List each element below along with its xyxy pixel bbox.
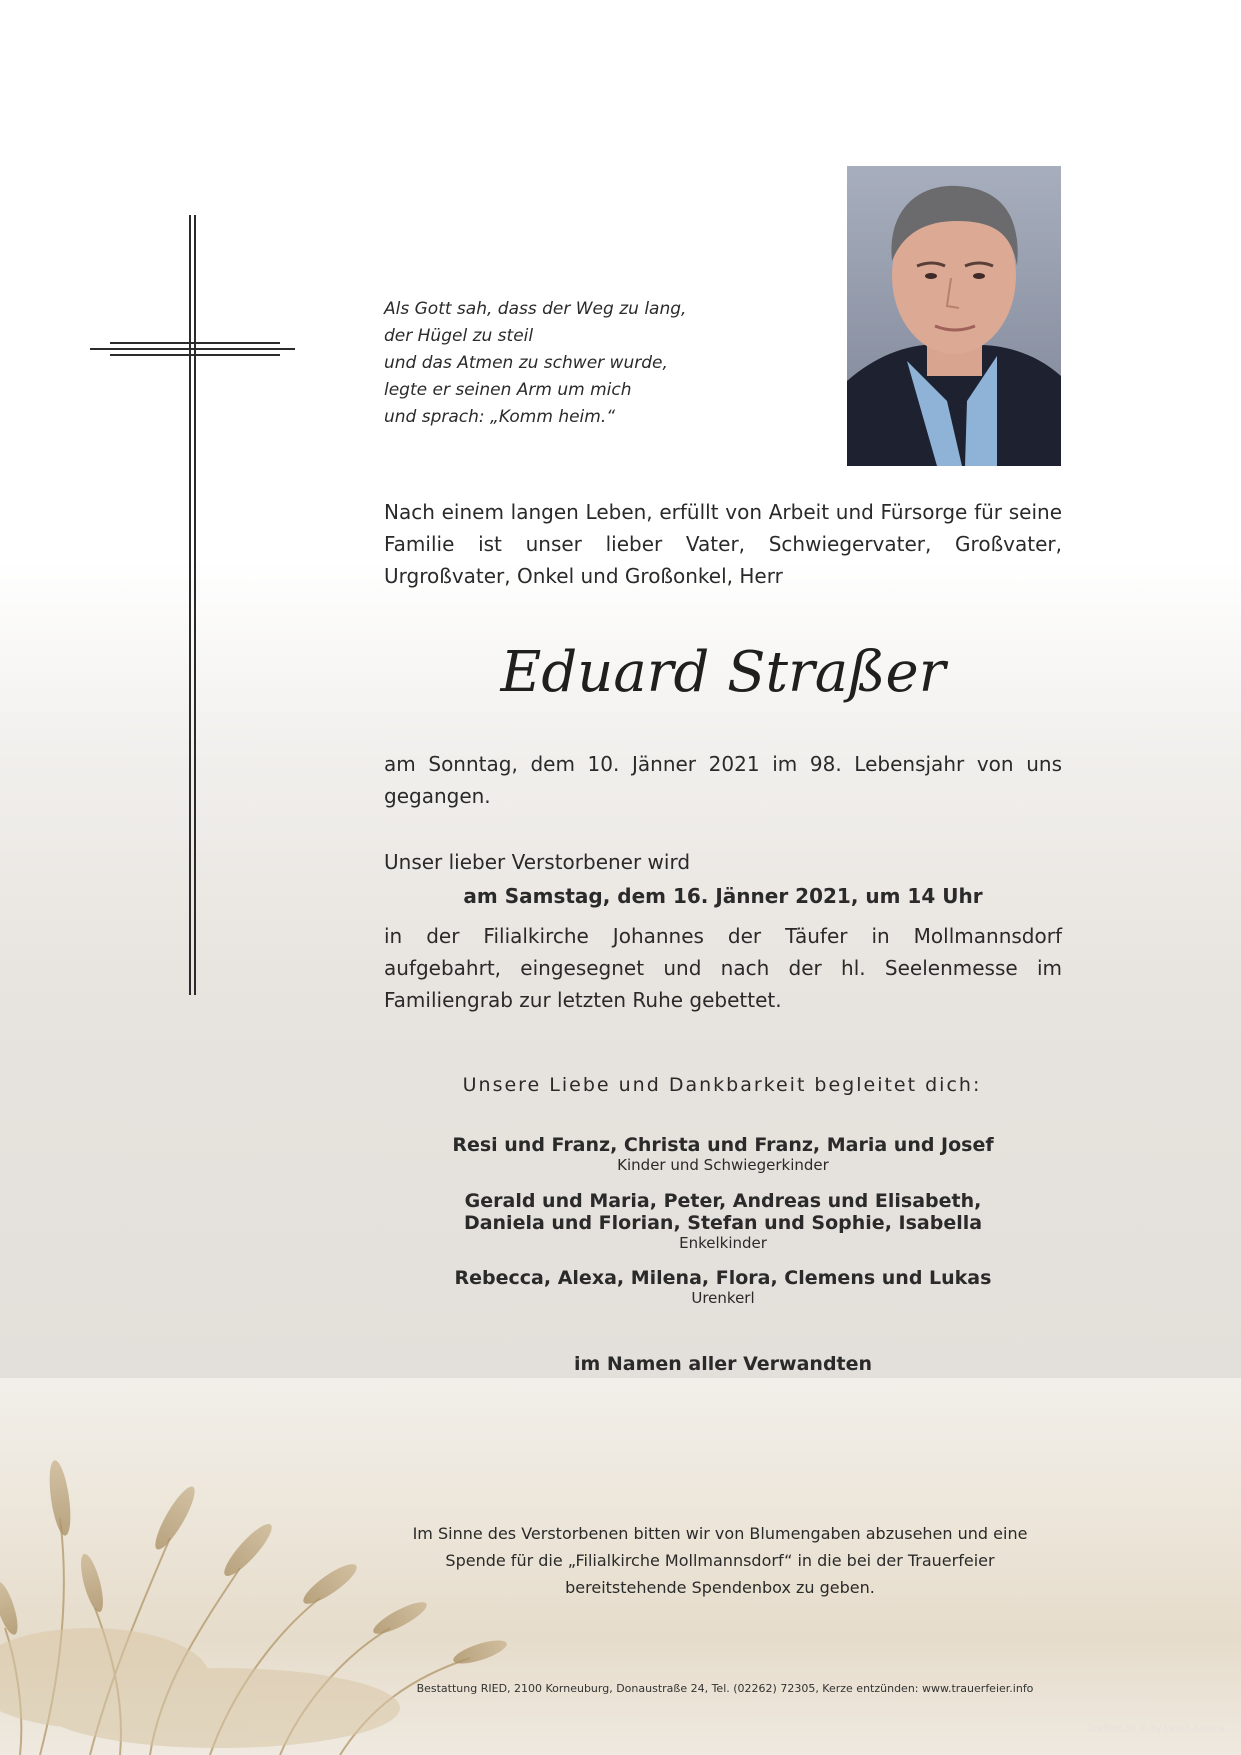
funeral-intro: Unser lieber Verstorbener wird [384, 850, 691, 874]
mourners-heading: Unsere Liebe und Dankbarkeit begleitet dich: [462, 1074, 982, 1096]
poem-line: der Hügel zu steil [384, 326, 534, 346]
mourner-names: Resi und Franz, Christa und Franz, Maria und Josef [452, 1134, 994, 1156]
donation-line: Im Sinne des Verstorbenen bitten wir von Blumengaben abzusehen und eine [412, 1524, 1028, 1543]
poem-line: und sprach: „Komm heim.“ [384, 407, 616, 427]
intro-text: Nach einem langen Leben, erfüllt von Arbeit und Fürsorge für seine Familie ist unser lieber Vater, Schwiegervater, Großvater, Urgroßvater, Onkel und Großonkel, Herr [384, 500, 1062, 588]
watermark: Grafikik 30 © by Lesch Austria [1086, 1724, 1225, 1734]
mourners-closing: im Namen aller Verwandten [573, 1353, 873, 1375]
portrait-photo [847, 166, 1061, 466]
mourner-names: Daniela und Florian, Stefan und Sophie, Isabella [463, 1212, 983, 1234]
funeral-date: am Samstag, dem 16. Jänner 2021, um 14 Uhr [463, 884, 983, 908]
poem-line: Als Gott sah, dass der Weg zu lang, [384, 299, 687, 319]
mourner-names: Rebecca, Alexa, Milena, Flora, Clemens und Lukas [454, 1267, 992, 1289]
deceased-name: Eduard Straßer [500, 640, 946, 705]
poem-line: legte er seinen Arm um mich [384, 380, 632, 400]
mourner-role: Urenkerl [691, 1289, 755, 1307]
portrait-graphic [847, 166, 1061, 466]
footer: Bestattung RIED, 2100 Korneuburg, Donaustraße 24, Tel. (02262) 72305, Kerze entzünden: www.trauerfeier.info [416, 1682, 1034, 1695]
mourner-names: Gerald und Maria, Peter, Andreas und Elisabeth, [464, 1190, 982, 1212]
mourner-role: Enkelkinder [679, 1234, 767, 1252]
mourner-group-great-grandchildren [384, 1267, 1062, 1307]
cross-icon [90, 215, 300, 995]
poem-line: und das Atmen zu schwer wurde, [384, 353, 668, 373]
mourner-role: Kinder und Schwiegerkinder [617, 1156, 829, 1174]
funeral-details: in der Filialkirche Johannes der Täufer in Mollmannsdorf aufgebahrt, eingesegnet und nach der hl. Seelenmesse im Familiengrab zur letzten Ruhe gebettet. [384, 924, 1062, 1012]
donation-notice [380, 1520, 1060, 1601]
mourner-group-grandchildren [384, 1190, 1062, 1252]
poem [384, 296, 744, 431]
mourner-group-children [384, 1134, 1062, 1174]
donation-line: bereitstehende Spendenbox zu geben. [565, 1578, 875, 1597]
donation-line: Spende für die „Filialkirche Mollmannsdorf“ in die bei der Trauerfeier [445, 1551, 995, 1570]
death-text: am Sonntag, dem 10. Jänner 2021 im 98. Lebensjahr von uns gegangen. [384, 752, 1062, 808]
